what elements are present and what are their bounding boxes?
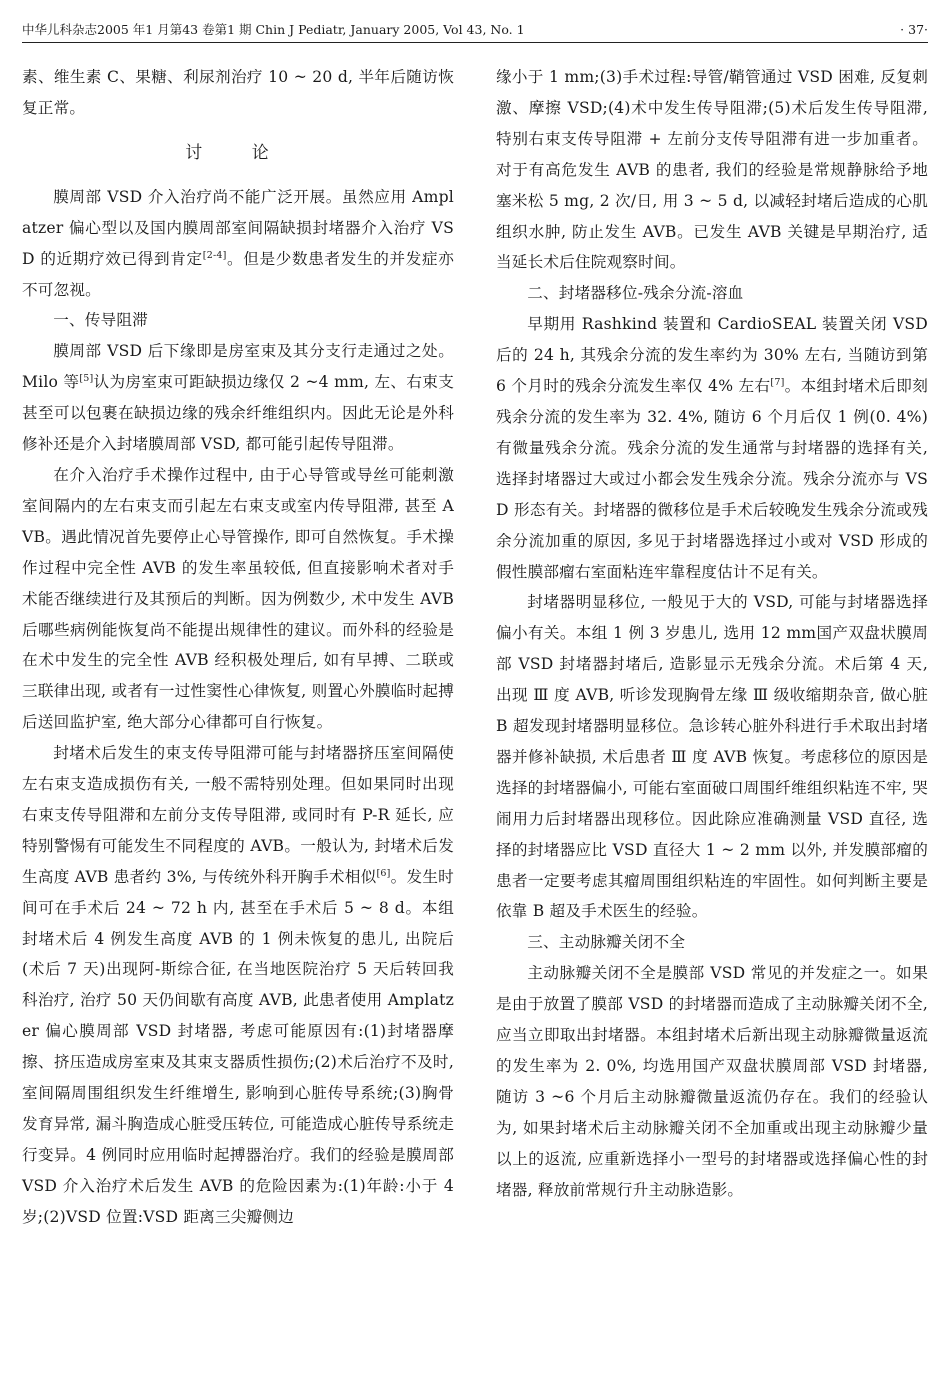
text: 认为房室束可距缺损边缘仅 2 ~4 mm, 左、右束支甚至可以包裹在缺损边缘的残余纤维组织内。因此无论是外科修补还是介入封堵膜周部 VSD, 都可能引起传导阻滞。 bbox=[22, 373, 454, 454]
subheading-conduction-block: 一、传导阻滞 bbox=[53, 311, 148, 330]
paragraph-continuation: 缘小于 1 mm;(3)手术过程:导管/鞘管通过 VSD 困难, 反复刺激、摩擦 VSD;(4)术中发生传导阻滞;(5)术后发生传导阻滞, 特别右束支传导阻滞 + 左前分支传导阻滞有进一步加重者。对于有高危发生 AVB 的患者, 我们的经验是常规静脉给予地塞米松 5 mg, 2 次/日, 用 3 ~ 5 d, 以减轻封堵后造成的心肌组织水肿, 防止发生 AVB。已发生 AVB 关键是早期治疗, 适当延长术后住院观察时间。 bbox=[496, 68, 928, 272]
subheading-aortic-regurgitation: 三、主动脉瓣关闭不全 bbox=[527, 933, 686, 952]
journal-citation: 中华儿科杂志2005 年1 月第43 卷第1 期 Chin J Pediatr, January 2005, Vol 43, No. 1 bbox=[22, 22, 525, 37]
paragraph-continuation: 素、维生素 C、果糖、利尿剂治疗 10 ~ 20 d, 半年后随访恢复正常。 bbox=[22, 68, 454, 117]
text: 。但是少数患者发生的并发症亦不可忽视。 bbox=[22, 249, 454, 299]
paragraph bbox=[22, 336, 454, 460]
text: 。本组封堵术后即刻残余分流的发生率为 32. 4%, 随访 6 个月后仅 1 例(0. 4%)有微量残余分流。残余分流的发生通常与封堵器的选择有关, 选择封堵器过大或过小都会发生残余分流。残余分流亦与 VSD 形态有关。封堵器的微移位是手术后较晚发生残余分流或残余分流加重的原因, 多见于封堵器选择过小或对 VSD 形成的假性膜部瘤右室面粘连牢靠程度估计不足有关。 bbox=[496, 377, 928, 581]
citation-ref: [6] bbox=[376, 867, 391, 879]
text: 。发生时间可在手术后 24 ~ 72 h 内, 甚至在手术后 5 ~ 8 d。本组封堵术后 4 例发生高度 AVB 的 1 例未恢复的患儿, 出院后(术后 7 天)出现阿-斯综合征, 在当地医院治疗 5 天后转回我科治疗, 治疗 50 天仍间歇有高度 AVB, 此患者使用 Amplatzer 偏心膜周部 VSD 封堵器, 考虑可能原因有:(1)封堵器摩擦、挤压造成房室束及其束支器质性损伤;(2)术后治疗不及时, 室间隔周围组织发生纤维增生, 影响到心脏传导系统;(3)胸骨发育异常, 漏斗胸造成心脏受压转位, 可能造成心脏传导系统走行变异。4 例同时应用临时起搏器治疗。我们的经验是膜周部 VSD 介入治疗术后发生 AVB 的危险因素为:(1)年龄:小于 4 岁;(2)VSD 位置:VSD 距离三尖瓣侧边 bbox=[22, 867, 454, 1226]
text: 早期用 Rashkind 装置和 CardioSEAL 装置关闭 VSD 后的 24 h, 其残余分流的发生率约为 30% 左右, 当随访到第 6 个月时的残余分流发生率仅 4% 左右 bbox=[496, 315, 928, 396]
running-header bbox=[22, 18, 928, 43]
left-column bbox=[22, 62, 454, 1233]
citation-ref: [2-4] bbox=[202, 249, 227, 261]
right-column bbox=[496, 62, 928, 1206]
text: 封堵术后发生的束支传导阻滞可能与封堵器挤压室间隔使左右束支造成损伤有关, 一般不需特别处理。但如果同时出现右束支传导阻滞和左前分支传导阻滞, 或同时有 P-R 延长, 应特别警惕有可能发生不同程度的 AVB。一般认为, 封堵术后发生高度 AVB 患者约 3%, 与传统外科开胸手术相似 bbox=[22, 744, 454, 886]
section-title-discussion: 讨 论 bbox=[185, 142, 291, 163]
text: 膜周部 VSD 后下缘即是房室束及其分支行走通过之处。Milo 等 bbox=[22, 342, 454, 392]
citation-ref: [7] bbox=[770, 377, 785, 389]
text: 膜周部 VSD 介入治疗尚不能广泛开展。虽然应用 Amplatzer 偏心型以及国内膜周部室间隔缺损封堵器介入治疗 VSD 的近期疗效已得到肯定 bbox=[22, 187, 454, 268]
paragraph: 封堵器明显移位, 一般见于大的 VSD, 可能与封堵器选择偏小有关。本组 1 例 3 岁患儿, 选用 12 mm国产双盘状膜周部 VSD 封堵器封堵后, 造影显示无残余分流。术后第 4 天, 出现 Ⅲ 度 AVB, 听诊发现胸骨左缘 Ⅲ 级收缩期杂音, 做心脏 B 超发现封堵器明显移位。急诊转心脏外科进行手术取出封堵器并修补缺损, 术后患者 Ⅲ 度 AVB 恢复。考虑移位的原因是选择的封堵器偏小, 可能右室面破口周围纤维组织粘连不牢, 哭闹用力后封堵器出现移位。因此除应准确测量 VSD 直径, 选择的封堵器应比 VSD 直径大 1 ~ 2 mm 以外, 并发膜部瘤的患者一定要考虑其瘤周围组织粘连的牢固性。如何判断主要是依靠 B 超及手术医生的经验。 bbox=[496, 593, 928, 921]
paragraph: 主动脉瓣关闭不全是膜部 VSD 常见的并发症之一。如果是由于放置了膜部 VSD 的封堵器而造成了主动脉瓣关闭不全, 应当立即取出封堵器。本组封堵术后新出现主动脉瓣微量返流的发生率为 2. 0%, 均选用国产双盘状膜周部 VSD 封堵器, 随访 3 ~6 个月后主动脉瓣微量返流仍存在。我们的经验认为, 如果封堵术后主动脉瓣关闭不全加重或出现主动脉瓣少量以上的返流, 应重新选择小一型号的封堵器或选择偏心性的封堵器, 释放前常规行升主动脉造影。 bbox=[496, 964, 928, 1199]
citation-ref: [5] bbox=[79, 373, 94, 385]
paragraph bbox=[22, 738, 454, 1233]
paragraph bbox=[496, 309, 928, 587]
page-number: · 37· bbox=[900, 22, 928, 37]
paragraph: 在介入治疗手术操作过程中, 由于心导管或导丝可能刺激室间隔内的左右束支而引起左右束支或室内传导阻滞, 甚至 AVB。遇此情况首先要停止心导管操作, 即可自然恢复。手术操作过程中完全性 AVB 的发生率虽较低, 但直接影响术者对手术能否继续进行及其预后的判断。因为例数少, 术中发生 AVB 后哪些病例能恢复尚不能提出规律性的建议。而外科的经验是在术中发生的完全性 AVB 经积极处理后, 如有早搏、二联或三联律出现, 或者有一过性窦性心律恢复, 则置心外膜临时起搏后送回监护室, 绝大部分心律都可自行恢复。 bbox=[22, 465, 454, 732]
paragraph-intro bbox=[22, 182, 454, 306]
subheading-occluder-displacement: 二、封堵器移位-残余分流-溶血 bbox=[527, 284, 744, 303]
